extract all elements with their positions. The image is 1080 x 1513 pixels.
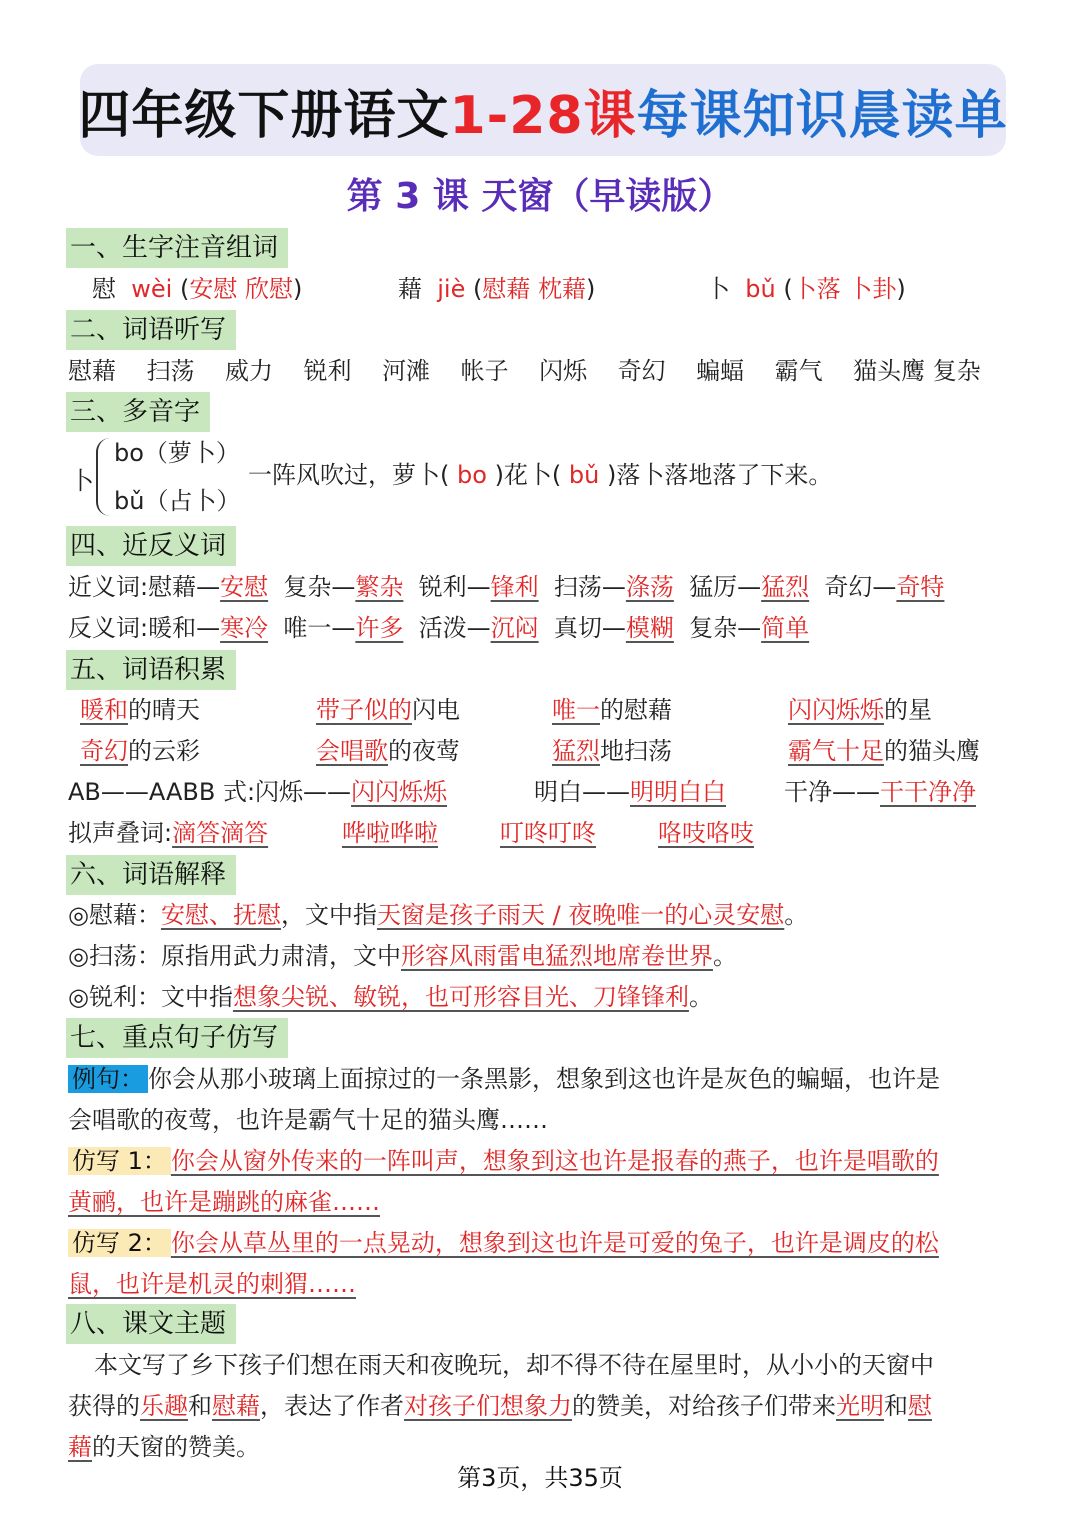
section-3-heading: 三、多音字	[66, 392, 210, 432]
imitate-1-tag: 仿写 1：	[68, 1147, 171, 1175]
explain-1: ◎慰藉：安慰、抚慰，文中指天窗是孩子雨天 / 夜晚唯一的心灵安慰。	[68, 901, 809, 929]
section-7-heading: 七、重点句子仿写	[66, 1018, 288, 1058]
phrase-2-3: 猛烈地扫荡	[552, 737, 672, 765]
section-5-heading: 五、词语积累	[66, 650, 236, 690]
example-tag: 例句：	[68, 1065, 148, 1093]
aabb-2: 明白——明明白白	[534, 778, 726, 806]
synonyms-row: 近义词:慰藉—安慰 复杂—繁杂 锐利—锋利 扫荡—涤荡 猛厉—猛烈 奇幻—奇特	[68, 573, 945, 601]
theme-line-3: 藉的天窗的赞美。	[68, 1433, 260, 1461]
imitate-1-line-2: 黄鹂，也许是蹦跳的麻雀……	[68, 1188, 380, 1216]
imitate-2-line-2: 鼠，也许是机灵的刺猬……	[68, 1270, 356, 1298]
polyphone-char: 卜	[70, 467, 94, 495]
example-line-1: 例句： 你会从那小玻璃上面掠过的一条黑影，想象到这也许是灰色的蝙蝠，也许是	[68, 1060, 940, 1098]
title-part-3: 每课知识晨读单	[636, 85, 1008, 146]
phrase-1-3: 唯一的慰藉	[552, 696, 672, 724]
section-6-heading: 六、词语解释	[66, 855, 236, 895]
phrase-2-1: 奇幻的云彩	[80, 737, 200, 765]
aabb-label-1: AB——AABB 式:闪烁——闪闪烁烁	[68, 778, 448, 806]
polyphone-sentence: 一阵风吹过，萝卜( bo )花卜( bǔ )落卜落地落了下来。	[248, 461, 833, 489]
onomatopoeia-4: 咯吱咯吱	[658, 819, 754, 847]
title-part-2: 1-28课	[449, 85, 637, 146]
section-2-heading: 二、词语听写	[66, 310, 236, 350]
explain-3: ◎锐利：文中指想象尖锐、敏锐，也可形容目光、刀锋锋利。	[68, 983, 713, 1011]
imitate-2-tag: 仿写 2：	[68, 1229, 171, 1257]
aabb-3: 干净——干干净净	[784, 778, 976, 806]
reading-2: bǔ（占卜）	[114, 487, 241, 515]
phrase-1-2: 带子似的闪电	[316, 696, 460, 724]
lesson-title: 第 3 课 天窗（早读版）	[346, 176, 734, 217]
s1-item-1: 慰 wèi (安慰 欣慰)	[92, 275, 303, 303]
reading-1: bo（萝卜）	[114, 439, 240, 467]
example-line-2: 会唱歌的夜莺，也许是霸气十足的猫头鹰……	[68, 1106, 548, 1134]
section-1-heading: 一、生字注音组词	[66, 228, 288, 268]
imitate-2-line-1: 仿写 2： 你会从草丛里的一点晃动，想象到这也许是可爱的兔子，也许是调皮的松	[68, 1224, 939, 1262]
title-part-1: 四年级下册语文	[78, 85, 450, 146]
phrase-1-4: 闪闪烁烁的星	[788, 696, 932, 724]
onomatopoeia-3: 叮咚叮咚	[500, 819, 596, 847]
title-banner	[80, 64, 1006, 156]
brace-shape	[96, 438, 112, 516]
section-4-heading: 四、近反义词	[66, 526, 236, 566]
imitate-1-line-1: 仿写 1： 你会从窗外传来的一阵叫声，想象到这也许是报春的燕子，也许是唱歌的	[68, 1142, 939, 1180]
antonyms-row: 反义词:暖和—寒冷 唯一—许多 活泼—沉闷 真切—模糊 复杂—简单	[68, 614, 810, 642]
s1-item-3: 卜 bǔ (卜落 卜卦)	[706, 275, 906, 303]
section-8-heading: 八、课文主题	[66, 1304, 236, 1344]
page-footer: 第3页，共35页	[457, 1464, 623, 1492]
phrase-2-4: 霸气十足的猫头鹰	[788, 737, 980, 765]
theme-line-2: 获得的乐趣和慰藉，表达了作者对孩子们想象力的赞美，对给孩子们带来光明和慰	[68, 1392, 932, 1420]
theme-line-1: 本文写了乡下孩子们想在雨天和夜晚玩，却不得不待在屋里时，从小小的天窗中	[94, 1351, 934, 1379]
explain-2: ◎扫荡：原指用武力肃清，文中形容风雨雷电猛烈地席卷世界。	[68, 942, 737, 970]
phrase-2-2: 会唱歌的夜莺	[316, 737, 460, 765]
onomatopoeia-2: 哗啦哗啦	[342, 819, 438, 847]
dictation-words: 慰藉 扫荡 威力 锐利 河滩 帐子 闪烁 奇幻 蝙蝠 霸气 猫头鹰 复杂	[68, 357, 981, 385]
phrase-1-1: 暖和的晴天	[80, 696, 200, 724]
onomatopoeia-1: 拟声叠词:滴答滴答	[68, 819, 269, 847]
s1-item-2: 藉 jiè (慰藉 枕藉)	[398, 275, 596, 303]
